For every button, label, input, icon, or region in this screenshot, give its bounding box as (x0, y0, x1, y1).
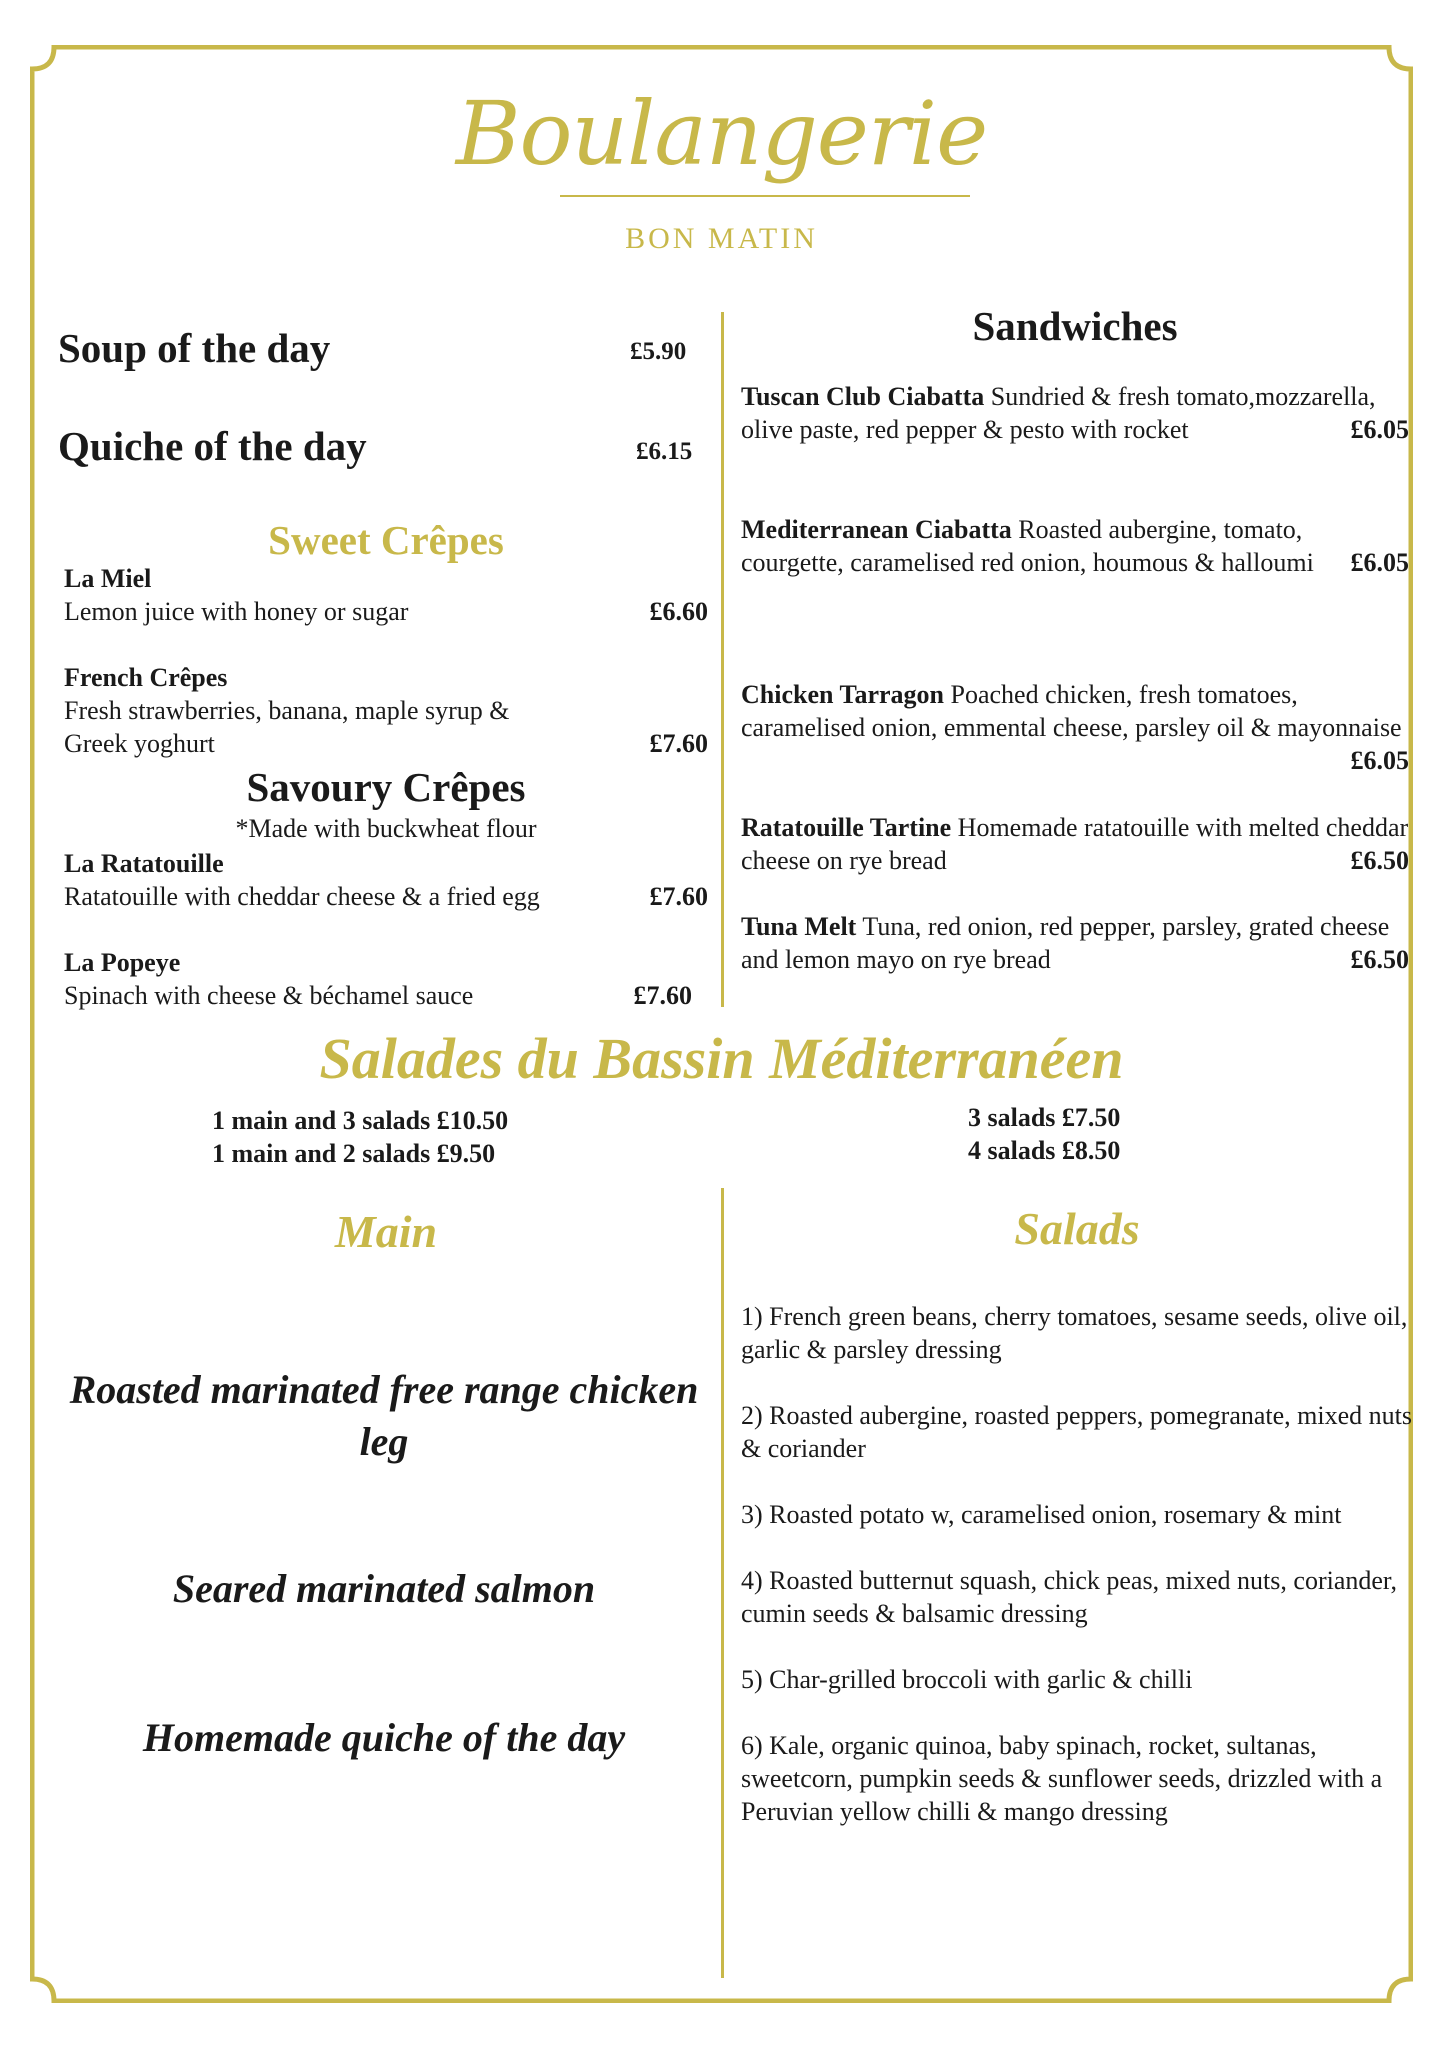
sandwich-name: Tuscan Club Ciabatta (741, 382, 985, 411)
sandwich-desc: Sundried & fresh tomato,mozzarella, olive paste, red pepper & pesto with rocket (741, 382, 1376, 444)
main-dish: Roasted marinated free range chicken leg (69, 1367, 699, 1464)
combo-price: 3 salads £7.50 (968, 1103, 1121, 1132)
sandwich-price: £6.50 (1350, 945, 1409, 974)
savoury-crepes-title: Savoury Crêpes (246, 764, 526, 810)
brand-title: Boulangerie (455, 82, 988, 185)
sandwich-desc: Tuna, red onion, red pepper, parsley, grated cheese and lemon mayo on rye bread (741, 912, 1390, 974)
sandwiches-title: Sandwiches (972, 303, 1178, 349)
salad-option: 4) Roasted butternut squash, chick peas, mixed nuts, coriander, cumin seeds & balsamic dressing (741, 1566, 1398, 1628)
main-dish: Seared marinated salmon (172, 1566, 596, 1611)
salad-option: 6) Kale, organic quinoa, baby spinach, rocket, sultanas, sweetcorn, pumpkin seeds & sunflower seeds, drizzled with a Peruvian yellow chilli & mango dressing (741, 1731, 1383, 1826)
salades-title: Salades du Bassin Méditerranéen (319, 1026, 1124, 1091)
salad-option: 5) Char-grilled broccoli with garlic & chilli (741, 1665, 1193, 1694)
special-soup-name: Soup of the day (58, 325, 331, 371)
crepe-price: £7.60 (633, 981, 692, 1010)
sandwich-item (741, 678, 1409, 777)
crepe-item (64, 847, 708, 913)
salads-title: Salads (1014, 1203, 1140, 1254)
combo-price: 1 main and 2 salads £9.50 (212, 1139, 496, 1168)
sandwich-price: £6.05 (1350, 746, 1409, 775)
sandwich-item (741, 380, 1409, 446)
crepe-desc: Fresh strawberries, banana, maple syrup & (64, 696, 510, 725)
main-dish: Homemade quiche of the day (142, 1715, 626, 1760)
salad-option: 3) Roasted potato w, caramelised onion, rosemary & mint (741, 1500, 1342, 1529)
crepe-item (64, 562, 708, 628)
sandwich-item (741, 513, 1409, 579)
sandwich-name: Ratatouille Tartine (741, 813, 952, 842)
brand-subtitle: BON MATIN (625, 222, 818, 255)
sandwich-price: £6.05 (1350, 415, 1409, 444)
special-soup-price: £5.90 (630, 338, 687, 365)
sandwich-name: Mediterranean Ciabatta (741, 515, 1012, 544)
crepe-price: £6.60 (649, 597, 708, 626)
crepe-desc: Spinach with cheese & béchamel sauce (64, 981, 474, 1010)
crepe-item (64, 946, 708, 1012)
sandwich-price: £6.50 (1350, 846, 1409, 875)
crepe-name: La Popeye (64, 948, 181, 977)
sandwich-desc: Roasted aubergine, tomato, courgette, caramelised red onion, houmous & halloumi (741, 515, 1314, 577)
column-divider-top (721, 312, 724, 1007)
sandwich-name: Tuna Melt (741, 912, 857, 941)
salad-option: 1) French green beans, cherry tomatoes, sesame seeds, olive oil, garlic & parsley dressing (741, 1302, 1408, 1364)
sandwich-item (741, 910, 1409, 976)
special-quiche-name: Quiche of the day (58, 423, 367, 469)
column-divider-bottom (721, 1188, 724, 1978)
combo-price: 4 salads £8.50 (968, 1136, 1121, 1165)
sandwich-name: Chicken Tarragon (741, 680, 944, 709)
sandwich-item (741, 811, 1409, 877)
crepe-desc: Lemon juice with honey or sugar (64, 597, 409, 626)
combo-list-left (212, 1104, 508, 1170)
crepe-item (64, 661, 708, 760)
crepe-desc: Greek yoghurt (64, 729, 215, 758)
sandwich-desc: Poached chicken, fresh tomatoes, caramelised onion, emmental cheese, parsley oil & mayonnaise (741, 680, 1402, 742)
savoury-crepes-note: *Made with buckwheat flour (235, 814, 537, 843)
crepe-name: La Ratatouille (64, 849, 224, 878)
crepe-name: La Miel (64, 564, 152, 593)
combo-list-right (968, 1101, 1120, 1167)
sweet-crepes-title: Sweet Crêpes (268, 517, 504, 563)
combo-price: 1 main and 3 salads £10.50 (212, 1106, 509, 1135)
sandwich-desc: Homemade ratatouille with melted cheddar cheese on rye bread (741, 813, 1409, 875)
crepe-name: French Crêpes (64, 663, 228, 692)
salad-option: 2) Roasted aubergine, roasted peppers, pomegranate, mixed nuts & coriander (741, 1401, 1412, 1463)
salad-list (741, 1300, 1413, 1861)
main-title: Main (334, 1206, 438, 1257)
crepe-desc: Ratatouille with cheddar cheese & a fried egg (64, 882, 540, 911)
special-quiche-price: £6.15 (636, 438, 693, 465)
brand-divider (560, 195, 970, 197)
sandwich-price: £6.05 (1350, 548, 1409, 577)
crepe-price: £7.60 (649, 729, 708, 758)
crepe-price: £7.60 (649, 882, 708, 911)
